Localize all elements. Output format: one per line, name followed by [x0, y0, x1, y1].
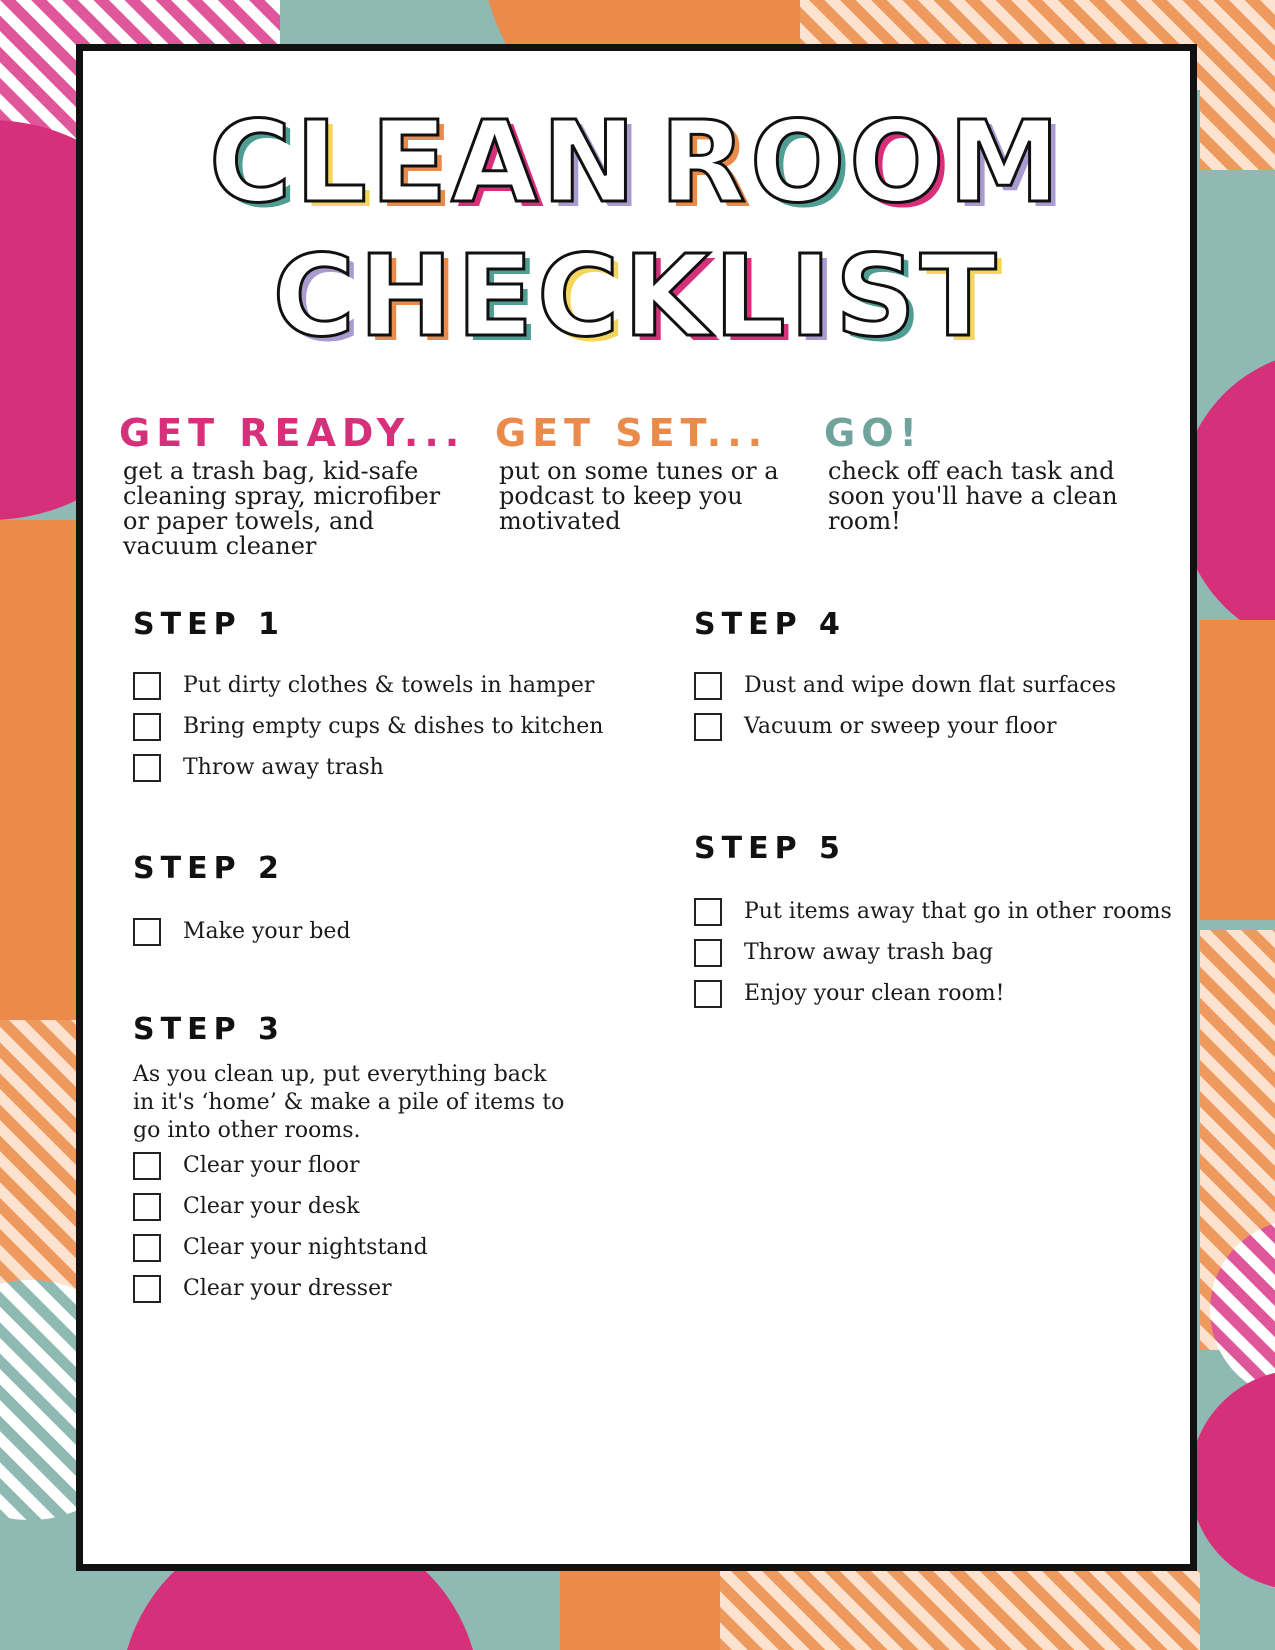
checkbox[interactable] — [133, 1193, 161, 1221]
title-letter: N — [541, 98, 640, 228]
step-3-title: STEP 3 — [133, 1012, 285, 1047]
checklist-item-label: Clear your floor — [183, 1153, 360, 1178]
checklist-item-label: Enjoy your clean room! — [744, 981, 1005, 1006]
go-heading: GO! — [824, 411, 923, 455]
checklist-item-label: Bring empty cups & dishes to kitchen — [183, 714, 604, 739]
checkbox[interactable] — [133, 1275, 161, 1303]
title-letter: R — [659, 98, 750, 228]
checklist-item[interactable] — [694, 706, 1116, 747]
checklist-item[interactable] — [694, 665, 1116, 706]
checklist-item[interactable] — [133, 1145, 428, 1186]
step-1-list — [133, 665, 603, 788]
checklist-item[interactable] — [694, 973, 1172, 1014]
checkbox[interactable] — [694, 672, 722, 700]
title-word — [272, 232, 1001, 362]
title-letter: E — [370, 98, 452, 228]
checklist-item-label: Make your bed — [183, 919, 351, 944]
checkbox[interactable] — [133, 672, 161, 700]
step-3-description: As you clean up, put everything back in it's ‘home’ & make a pile of items to go into other rooms. — [133, 1062, 565, 1143]
title-letter: C — [209, 98, 296, 228]
checkbox[interactable] — [694, 939, 722, 967]
checkbox[interactable] — [133, 713, 161, 741]
step-3-list — [133, 1145, 428, 1309]
step-4-list — [694, 665, 1116, 747]
checklist-item-label: Throw away trash bag — [744, 940, 994, 965]
checkbox[interactable] — [133, 918, 161, 946]
checklist-page — [76, 44, 1197, 1571]
checkbox[interactable] — [133, 1234, 161, 1262]
get-ready-text: get a trash bag, kid-safe cleaning spray, microfiber or paper towels, and vacuum cleaner — [123, 457, 441, 560]
title-line-1 — [83, 98, 1190, 228]
checklist-item-label: Throw away trash — [183, 755, 384, 780]
title-letter: T — [919, 232, 1001, 362]
checklist-item[interactable] — [133, 1268, 428, 1309]
title-letter: O — [849, 98, 949, 228]
get-set-section — [495, 411, 789, 534]
title-letter: S — [835, 232, 920, 362]
title-letter: H — [358, 232, 457, 362]
title-letter: O — [749, 98, 850, 228]
step-4-title: STEP 4 — [694, 607, 846, 642]
get-set-text: put on some tunes or a podcast to keep you motivated — [499, 457, 779, 535]
checkbox[interactable] — [694, 980, 722, 1008]
checklist-item[interactable] — [133, 1227, 428, 1268]
checklist-item[interactable] — [133, 706, 603, 747]
checklist-item[interactable] — [133, 665, 603, 706]
title-letter: L — [714, 232, 790, 362]
checklist-item-label: Put dirty clothes & towels in hamper — [183, 673, 595, 698]
title-line-2 — [83, 232, 1190, 362]
title-word — [659, 98, 1064, 228]
checklist-item-label: Put items away that go in other rooms — [744, 899, 1172, 924]
checkbox[interactable] — [694, 898, 722, 926]
title-word — [209, 98, 640, 228]
title-letter: M — [948, 98, 1064, 228]
checklist-item-label: Vacuum or sweep your floor — [744, 714, 1057, 739]
checklist-item[interactable] — [694, 891, 1172, 932]
checklist-item-label: Dust and wipe down flat surfaces — [744, 673, 1117, 698]
title-letter: L — [295, 98, 371, 228]
get-set-heading: GET SET... — [495, 411, 769, 455]
checklist-item[interactable] — [694, 932, 1172, 973]
checklist-item-label: Clear your nightstand — [183, 1235, 428, 1260]
checkbox[interactable] — [133, 754, 161, 782]
checklist-item-label: Clear your dresser — [183, 1276, 392, 1301]
title-letter: C — [537, 232, 624, 362]
step-1-title: STEP 1 — [133, 607, 285, 642]
go-section — [824, 411, 1148, 534]
checklist-item[interactable] — [133, 911, 351, 952]
title-letter: C — [272, 232, 359, 362]
checkbox[interactable] — [133, 1152, 161, 1180]
checklist-item[interactable] — [133, 1186, 428, 1227]
checklist-item-label: Clear your desk — [183, 1194, 360, 1219]
step-5-list — [694, 891, 1172, 1014]
title-letter: K — [623, 232, 715, 362]
get-ready-heading: GET READY... — [119, 411, 466, 455]
go-text: check off each task and soon you'll have a clean room! — [828, 457, 1118, 535]
title-letter: E — [456, 232, 538, 362]
checklist-item[interactable] — [133, 747, 603, 788]
title-letter: I — [789, 232, 836, 362]
title-letter: A — [451, 98, 542, 228]
step-5-title: STEP 5 — [694, 831, 846, 866]
checkbox[interactable] — [694, 713, 722, 741]
get-ready-section — [119, 411, 465, 559]
step-2-title: STEP 2 — [133, 851, 285, 886]
step-2-list — [133, 911, 351, 952]
